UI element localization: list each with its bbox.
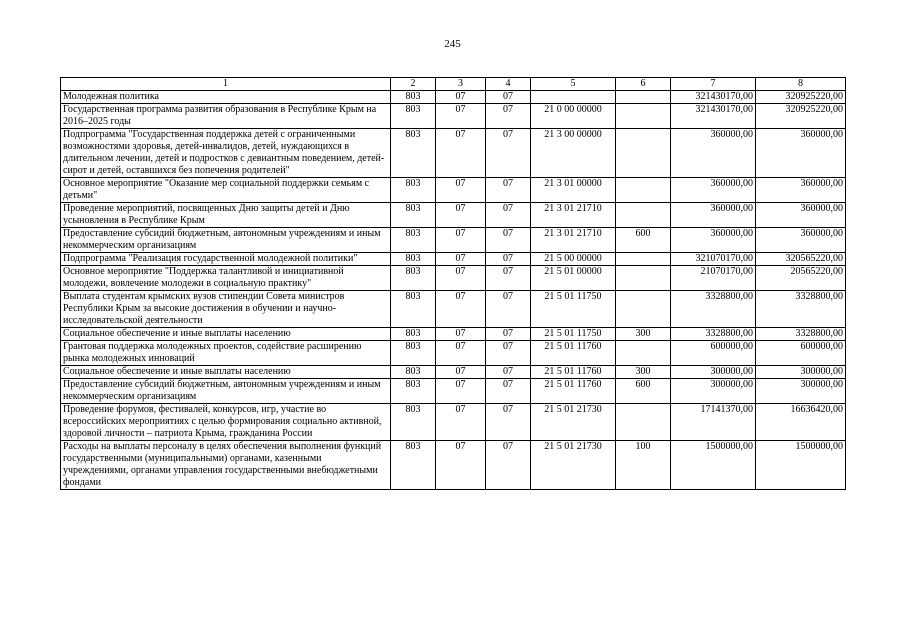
table-body <box>61 91 846 490</box>
expense-type-code <box>616 253 671 266</box>
expense-type-code <box>616 341 671 366</box>
expense-type-code: 300 <box>616 366 671 379</box>
header-row <box>61 78 846 91</box>
column-header: 1 <box>61 78 391 91</box>
target-article-code: 21 5 01 21730 <box>531 441 616 490</box>
amount-year-2: 360000,00 <box>756 203 846 228</box>
subsection-code: 07 <box>486 291 531 328</box>
column-header: 6 <box>616 78 671 91</box>
amount-year-2: 360000,00 <box>756 129 846 178</box>
item-name: Предоставление субсидий бюджетным, автономным учреждениям и иным некоммерческим организациям <box>61 228 391 253</box>
amount-year-1: 3328800,00 <box>671 291 756 328</box>
expense-type-code <box>616 104 671 129</box>
amount-year-1: 21070170,00 <box>671 266 756 291</box>
target-article-code: 21 3 01 21710 <box>531 203 616 228</box>
subsection-code: 07 <box>486 104 531 129</box>
admin-code: 803 <box>391 291 436 328</box>
item-name: Подпрограмма "Реализация государственной молодежной политики" <box>61 253 391 266</box>
amount-year-2: 320925220,00 <box>756 91 846 104</box>
section-code: 07 <box>436 253 486 266</box>
subsection-code: 07 <box>486 441 531 490</box>
admin-code: 803 <box>391 341 436 366</box>
section-code: 07 <box>436 404 486 441</box>
item-name: Социальное обеспечение и иные выплаты населению <box>61 328 391 341</box>
amount-year-1: 3328800,00 <box>671 328 756 341</box>
amount-year-2: 360000,00 <box>756 178 846 203</box>
amount-year-2: 3328800,00 <box>756 328 846 341</box>
section-code: 07 <box>436 203 486 228</box>
target-article-code: 21 0 00 00000 <box>531 104 616 129</box>
subsection-code: 07 <box>486 341 531 366</box>
section-code: 07 <box>436 291 486 328</box>
table-row <box>61 379 846 404</box>
admin-code: 803 <box>391 129 436 178</box>
column-header: 4 <box>486 78 531 91</box>
expense-type-code: 600 <box>616 379 671 404</box>
admin-code: 803 <box>391 266 436 291</box>
table-row <box>61 328 846 341</box>
amount-year-1: 321430170,00 <box>671 104 756 129</box>
item-name: Государственная программа развития образования в Республике Крым на 2016–2025 годы <box>61 104 391 129</box>
target-article-code: 21 5 01 11760 <box>531 366 616 379</box>
admin-code: 803 <box>391 178 436 203</box>
table-row <box>61 404 846 441</box>
expense-type-code <box>616 178 671 203</box>
amount-year-1: 360000,00 <box>671 178 756 203</box>
section-code: 07 <box>436 341 486 366</box>
amount-year-2: 3328800,00 <box>756 291 846 328</box>
table-row <box>61 203 846 228</box>
expense-type-code: 300 <box>616 328 671 341</box>
table-row <box>61 129 846 178</box>
table-row <box>61 366 846 379</box>
amount-year-2: 1500000,00 <box>756 441 846 490</box>
expense-type-code: 100 <box>616 441 671 490</box>
target-article-code: 21 5 01 21730 <box>531 404 616 441</box>
target-article-code: 21 5 00 00000 <box>531 253 616 266</box>
target-article-code: 21 5 01 11760 <box>531 379 616 404</box>
section-code: 07 <box>436 228 486 253</box>
amount-year-2: 300000,00 <box>756 379 846 404</box>
section-code: 07 <box>436 266 486 291</box>
section-code: 07 <box>436 328 486 341</box>
target-article-code: 21 5 01 00000 <box>531 266 616 291</box>
table-row <box>61 91 846 104</box>
item-name: Выплата студентам крымских вузов стипендии Совета министров Республики Крым за высокие достижения в обучении и научно-исследовательской деятельности <box>61 291 391 328</box>
admin-code: 803 <box>391 441 436 490</box>
amount-year-1: 1500000,00 <box>671 441 756 490</box>
target-article-code: 21 3 01 00000 <box>531 178 616 203</box>
admin-code: 803 <box>391 404 436 441</box>
expense-type-code <box>616 404 671 441</box>
expense-type-code <box>616 203 671 228</box>
item-name: Грантовая поддержка молодежных проектов, содействие расширению рынка молодежных инноваций <box>61 341 391 366</box>
amount-year-1: 17141370,00 <box>671 404 756 441</box>
subsection-code: 07 <box>486 328 531 341</box>
item-name: Проведение форумов, фестивалей, конкурсов, игр, участие во всероссийских мероприятиях с целью формирования социально активной, здоровой личности – патриота Крыма, гражданина России <box>61 404 391 441</box>
expense-type-code <box>616 129 671 178</box>
target-article-code: 21 5 01 11750 <box>531 291 616 328</box>
item-name: Основное мероприятие "Оказание мер социальной поддержки семьям с детьми" <box>61 178 391 203</box>
amount-year-2: 16636420,00 <box>756 404 846 441</box>
amount-year-1: 300000,00 <box>671 379 756 404</box>
admin-code: 803 <box>391 203 436 228</box>
table-row <box>61 228 846 253</box>
admin-code: 803 <box>391 328 436 341</box>
item-name: Подпрограмма "Государственная поддержка детей с ограниченными возможностями здоровья, детей-инвалидов, детей, нуждающихся в длительном лечении, детей и подростков с девиантным поведением, детей-сирот и детей, оставшихся без попечения родителей" <box>61 129 391 178</box>
table-row <box>61 291 846 328</box>
section-code: 07 <box>436 379 486 404</box>
page-number: 245 <box>444 38 461 50</box>
amount-year-1: 360000,00 <box>671 129 756 178</box>
item-name: Предоставление субсидий бюджетным, автономным учреждениям и иным некоммерческим организациям <box>61 379 391 404</box>
amount-year-1: 600000,00 <box>671 341 756 366</box>
amount-year-2: 600000,00 <box>756 341 846 366</box>
admin-code: 803 <box>391 366 436 379</box>
column-header: 3 <box>436 78 486 91</box>
target-article-code: 21 3 01 21710 <box>531 228 616 253</box>
section-code: 07 <box>436 441 486 490</box>
table-row <box>61 178 846 203</box>
amount-year-2: 360000,00 <box>756 228 846 253</box>
section-code: 07 <box>436 104 486 129</box>
target-article-code: 21 5 01 11750 <box>531 328 616 341</box>
admin-code: 803 <box>391 253 436 266</box>
amount-year-2: 300000,00 <box>756 366 846 379</box>
subsection-code: 07 <box>486 203 531 228</box>
admin-code: 803 <box>391 379 436 404</box>
amount-year-1: 300000,00 <box>671 366 756 379</box>
amount-year-1: 360000,00 <box>671 228 756 253</box>
section-code: 07 <box>436 366 486 379</box>
section-code: 07 <box>436 178 486 203</box>
subsection-code: 07 <box>486 91 531 104</box>
item-name: Основное мероприятие "Поддержка талантливой и инициативной молодежи, вовлечение молодежи в социальную практику" <box>61 266 391 291</box>
admin-code: 803 <box>391 228 436 253</box>
column-header: 8 <box>756 78 846 91</box>
item-name: Расходы на выплаты персоналу в целях обеспечения выполнения функций государственными (муниципальными) органами, казенными учреждениями, органами управления государственными внебюджетными фондами <box>61 441 391 490</box>
expense-type-code <box>616 266 671 291</box>
section-code: 07 <box>436 91 486 104</box>
column-header: 5 <box>531 78 616 91</box>
admin-code: 803 <box>391 104 436 129</box>
item-name: Социальное обеспечение и иные выплаты населению <box>61 366 391 379</box>
item-name: Молодежная политика <box>61 91 391 104</box>
subsection-code: 07 <box>486 228 531 253</box>
subsection-code: 07 <box>486 129 531 178</box>
subsection-code: 07 <box>486 366 531 379</box>
expense-type-code <box>616 291 671 328</box>
subsection-code: 07 <box>486 253 531 266</box>
table-row <box>61 266 846 291</box>
table-row <box>61 441 846 490</box>
subsection-code: 07 <box>486 404 531 441</box>
amount-year-2: 20565220,00 <box>756 266 846 291</box>
amount-year-2: 320925220,00 <box>756 104 846 129</box>
amount-year-1: 321070170,00 <box>671 253 756 266</box>
amount-year-1: 321430170,00 <box>671 91 756 104</box>
admin-code: 803 <box>391 91 436 104</box>
subsection-code: 07 <box>486 266 531 291</box>
budget-table <box>60 77 846 490</box>
subsection-code: 07 <box>486 379 531 404</box>
section-code: 07 <box>436 129 486 178</box>
target-article-code: 21 5 01 11760 <box>531 341 616 366</box>
amount-year-2: 320565220,00 <box>756 253 846 266</box>
subsection-code: 07 <box>486 178 531 203</box>
target-article-code: 21 3 00 00000 <box>531 129 616 178</box>
table-row <box>61 253 846 266</box>
table-row <box>61 104 846 129</box>
amount-year-1: 360000,00 <box>671 203 756 228</box>
item-name: Проведение мероприятий, посвященных Дню защиты детей и Дню усыновления в Республике Крым <box>61 203 391 228</box>
column-header: 7 <box>671 78 756 91</box>
column-header: 2 <box>391 78 436 91</box>
target-article-code <box>531 91 616 104</box>
expense-type-code: 600 <box>616 228 671 253</box>
table-row <box>61 341 846 366</box>
expense-type-code <box>616 91 671 104</box>
